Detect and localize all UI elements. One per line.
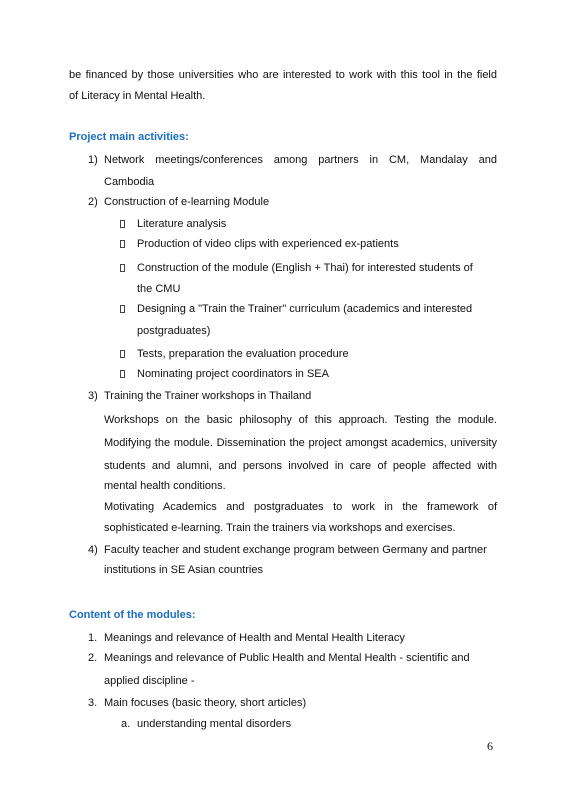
content-heading: Content of the modules: xyxy=(69,609,196,621)
intro-line-1: be financed by those universities who are interested to work with this tool in the field xyxy=(69,69,497,81)
activity-3-para-2-line-2: sophisticated e-learning. Train the trainers via workshops and exercises. xyxy=(104,522,456,534)
activity-3-para-2-line-1: Motivating Academics and postgraduates to work in the framework of xyxy=(104,501,497,513)
content-3a-line-1: understanding mental disorders xyxy=(137,718,292,730)
activity-2-bullet-2: Production of video clips with experienced ex-patients xyxy=(137,238,399,250)
page-number: 6 xyxy=(487,739,493,753)
activity-1-line-2: Cambodia xyxy=(104,176,155,188)
bullet-box-icon xyxy=(120,240,125,248)
intro-line-2: of Literacy in Mental Health. xyxy=(69,90,206,102)
activity-3-line-1: Training the Trainer workshops in Thailand xyxy=(104,390,312,402)
activity-3-marker: 3) xyxy=(88,390,98,402)
bullet-box-icon xyxy=(120,305,125,313)
activity-2-marker: 2) xyxy=(88,196,98,208)
activity-2-bullet-1: Literature analysis xyxy=(137,218,227,230)
activity-2-bullet-3-line-2: the CMU xyxy=(137,283,181,295)
content-2-line-2: applied discipline - xyxy=(104,675,195,687)
activity-2-bullet-4-line-1: Designing a "Train the Trainer" curriculum (academics and interested xyxy=(137,303,473,315)
content-1-line-1: Meanings and relevance of Health and Mental Health Literacy xyxy=(104,632,405,644)
content-3-marker: 3. xyxy=(88,697,98,709)
content-1-marker: 1. xyxy=(88,632,98,644)
bullet-box-icon xyxy=(120,220,125,228)
activity-2-bullet-3-line-1: Construction of the module (English + Thai) for interested students of xyxy=(137,262,473,274)
activity-2-bullet-6: Nominating project coordinators in SEA xyxy=(137,368,329,380)
activity-2-line-1: Construction of e-learning Module xyxy=(104,196,270,208)
activity-2-bullet-5: Tests, preparation the evaluation procedure xyxy=(137,348,349,360)
activity-3-para-1-line-4: mental health conditions. xyxy=(104,480,226,492)
activity-1-marker: 1) xyxy=(88,154,98,166)
content-2-line-1: Meanings and relevance of Public Health and Mental Health - scientific and xyxy=(104,652,470,664)
activity-1-line-1: Network meetings/conferences among partners in CM, Mandalay and xyxy=(104,154,497,166)
activity-3-para-1-line-1: Workshops on the basic philosophy of this approach. Testing the module. xyxy=(104,414,497,426)
activity-2-bullet-4-line-2: postgraduates) xyxy=(137,325,211,337)
activity-4-line-2: institutions in SE Asian countries xyxy=(104,564,263,576)
activity-3-para-1-line-2: Modifying the module. Dissemination the project amongst academics, university xyxy=(104,437,497,449)
bullet-box-icon xyxy=(120,264,125,272)
activity-4-marker: 4) xyxy=(88,544,98,556)
content-3-line-1: Main focuses (basic theory, short articles) xyxy=(104,697,307,709)
activity-4-line-1: Faculty teacher and student exchange program between Germany and partner xyxy=(104,544,487,556)
activity-3-para-1-line-3: students and alumni, and persons involved in care of people affected with xyxy=(104,460,497,472)
content-2-marker: 2. xyxy=(88,652,98,664)
bullet-box-icon xyxy=(120,370,125,378)
activities-heading: Project main activities: xyxy=(69,131,189,143)
bullet-box-icon xyxy=(120,350,125,358)
content-3a-marker: a. xyxy=(121,718,131,730)
